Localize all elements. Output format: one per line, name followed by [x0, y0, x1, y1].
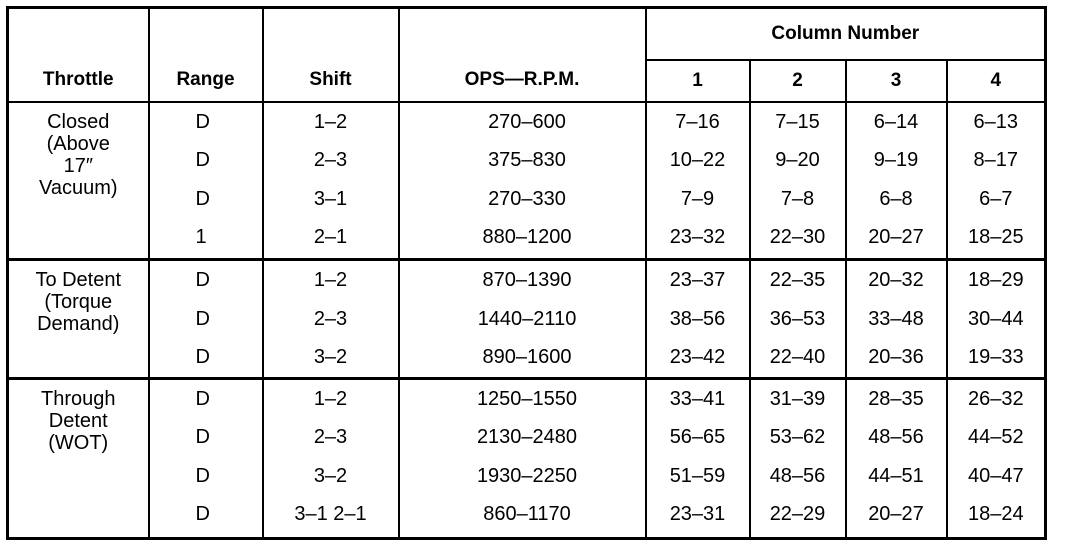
- column-4-stack: [948, 261, 1045, 377]
- header-shift: Shift: [263, 8, 399, 102]
- throttle-line: Vacuum): [38, 176, 118, 199]
- column-3-value: 44–51: [868, 464, 924, 487]
- ops-rpm-value: 375–830: [488, 149, 566, 171]
- shift-cell: [263, 260, 399, 379]
- range-value: D: [195, 110, 210, 133]
- column-4-value: 6–7: [979, 187, 1013, 210]
- table-row: [8, 260, 1046, 379]
- column-1-stack: [647, 380, 749, 534]
- column-3-stack: [847, 380, 946, 534]
- ops-rpm-value: 1930–2250: [476, 464, 578, 487]
- shift-value: 1–2: [313, 110, 348, 133]
- throttle-line: (Above: [46, 132, 110, 155]
- column-2-cell: [750, 378, 846, 538]
- table-row: [8, 102, 1046, 260]
- column-3-value: 48–56: [868, 426, 924, 448]
- column-4-value: 18–25: [967, 226, 1024, 248]
- header-column-4: 4: [947, 60, 1046, 102]
- column-3-value: 9–19: [873, 149, 919, 171]
- column-4-value: 18–24: [967, 503, 1024, 525]
- column-1-value: 33–41: [669, 387, 726, 410]
- column-4-value: 19–33: [967, 346, 1024, 368]
- header-throttle: Throttle: [8, 8, 149, 102]
- ops-rpm-cell: [399, 102, 646, 260]
- shift-cell: [263, 378, 399, 538]
- column-4-cell: [947, 102, 1046, 260]
- ops-rpm-value: 270–330: [488, 187, 566, 210]
- ops-rpm-value: 880–1200: [482, 226, 572, 248]
- throttle-line: Through: [41, 387, 116, 410]
- range-stack: [150, 261, 262, 377]
- header-column-number: Column Number: [646, 8, 1046, 60]
- shift-cell: [263, 102, 399, 260]
- column-1-value: 38–56: [669, 307, 726, 330]
- range-value: D: [195, 269, 210, 291]
- table-header: [8, 8, 1046, 102]
- column-4-value: 6–13: [973, 110, 1019, 133]
- shift-value: 3–1 2–1: [294, 503, 367, 525]
- column-3-value: 33–48: [868, 307, 924, 330]
- column-1-value: 7–9: [680, 187, 715, 210]
- column-3-cell: [846, 378, 947, 538]
- shift-value: 2–3: [313, 307, 348, 330]
- column-2-value: 22–30: [769, 226, 826, 248]
- column-1-cell: [646, 102, 750, 260]
- header-ops-rpm: OPS—R.P.M.: [399, 8, 646, 102]
- shift-value: 3–2: [313, 346, 348, 368]
- column-1-stack: [647, 103, 749, 257]
- shift-value: 1–2: [313, 269, 348, 291]
- table-row: [8, 378, 1046, 538]
- shift-value: 2–3: [313, 426, 348, 448]
- range-value: D: [195, 464, 210, 487]
- column-1-cell: [646, 378, 750, 538]
- shift-value: 3–2: [313, 464, 348, 487]
- column-4-value: 44–52: [967, 426, 1024, 448]
- ops-rpm-value: 270–600: [488, 110, 566, 133]
- column-1-stack: [647, 261, 749, 377]
- ops-rpm-stack: [400, 380, 645, 534]
- column-2-value: 31–39: [769, 387, 826, 410]
- ops-rpm-value: 890–1600: [482, 346, 572, 368]
- range-value: 1: [195, 226, 207, 248]
- column-3-value: 20–36: [868, 346, 924, 368]
- column-2-value: 36–53: [769, 307, 826, 330]
- column-1-cell: [646, 260, 750, 379]
- shift-value: 1–2: [313, 387, 348, 410]
- range-value: D: [195, 149, 210, 171]
- ops-rpm-value: 1250–1550: [476, 387, 578, 410]
- ops-rpm-value: 2130–2480: [476, 426, 578, 448]
- column-4-value: 26–32: [967, 387, 1024, 410]
- ops-rpm-cell: [399, 260, 646, 379]
- column-3-value: 28–35: [868, 387, 924, 410]
- column-1-value: 56–65: [669, 426, 726, 448]
- column-2-value: 48–56: [769, 464, 826, 487]
- column-4-cell: [947, 378, 1046, 538]
- range-cell: [149, 378, 263, 538]
- shift-stack: [264, 103, 398, 257]
- throttle-line: (WOT): [48, 431, 109, 454]
- header-column-3: 3: [846, 60, 947, 102]
- column-4-value: 18–29: [967, 269, 1024, 291]
- column-3-stack: [847, 103, 946, 257]
- column-1-value: 51–59: [669, 464, 726, 487]
- range-cell: [149, 260, 263, 379]
- column-1-value: 7–16: [675, 110, 720, 133]
- range-value: D: [195, 426, 210, 448]
- throttle-line: Detent: [48, 409, 108, 432]
- throttle-cell: [8, 260, 149, 379]
- column-3-value: 6–8: [879, 187, 913, 210]
- range-value: D: [195, 187, 210, 210]
- column-2-stack: [751, 380, 845, 534]
- shift-stack: [264, 380, 398, 534]
- column-1-value: 23–37: [669, 269, 726, 291]
- ops-rpm-value: 860–1170: [483, 503, 571, 525]
- column-4-stack: [948, 103, 1045, 257]
- range-stack: [150, 380, 262, 534]
- throttle-line: (Torque: [44, 291, 113, 313]
- throttle-line: 17″: [63, 154, 93, 177]
- range-cell: [149, 102, 263, 260]
- column-4-stack: [948, 380, 1045, 534]
- column-4-value: 40–47: [967, 464, 1024, 487]
- header-range: Range: [149, 8, 263, 102]
- throttle-line: Demand): [37, 313, 120, 335]
- column-2-cell: [750, 260, 846, 379]
- column-3-value: 6–14: [873, 110, 919, 133]
- ops-rpm-value: 1440–2110: [477, 307, 577, 330]
- shift-speed-table: [6, 6, 1047, 540]
- throttle-cell: [8, 102, 149, 260]
- shift-value: 3–1: [313, 187, 348, 210]
- column-3-cell: [846, 102, 947, 260]
- throttle-line: To Detent: [35, 269, 122, 291]
- throttle-line: Closed: [47, 110, 110, 133]
- column-2-stack: [751, 103, 845, 257]
- table-body: [8, 102, 1046, 539]
- header-column-2: 2: [750, 60, 846, 102]
- column-2-value: 22–35: [769, 269, 826, 291]
- column-2-value: 7–15: [775, 110, 820, 133]
- column-3-cell: [846, 260, 947, 379]
- column-4-cell: [947, 260, 1046, 379]
- column-2-value: 7–8: [780, 187, 815, 210]
- column-3-stack: [847, 261, 946, 377]
- column-2-value: 22–40: [769, 346, 826, 368]
- column-3-value: 20–27: [868, 503, 924, 525]
- range-value: D: [195, 346, 210, 368]
- column-4-value: 8–17: [973, 149, 1019, 171]
- column-1-value: 23–42: [669, 346, 726, 368]
- column-1-value: 10–22: [669, 149, 726, 171]
- range-value: D: [195, 387, 210, 410]
- column-1-value: 23–32: [669, 226, 726, 248]
- column-3-value: 20–27: [868, 226, 924, 248]
- ops-rpm-value: 870–1390: [482, 269, 572, 291]
- throttle-cell: [8, 378, 149, 538]
- ops-rpm-stack: [400, 103, 645, 257]
- column-2-stack: [751, 261, 845, 377]
- header-column-1: 1: [646, 60, 750, 102]
- column-2-value: 9–20: [775, 149, 820, 171]
- shift-value: 2–3: [313, 149, 348, 171]
- range-stack: [150, 103, 262, 257]
- column-2-value: 22–29: [769, 503, 826, 525]
- shift-stack: [264, 261, 398, 377]
- column-3-value: 20–32: [868, 269, 924, 291]
- ops-rpm-stack: [400, 261, 645, 377]
- column-4-value: 30–44: [967, 307, 1024, 330]
- shift-value: 2–1: [313, 226, 348, 248]
- column-1-value: 23–31: [669, 503, 726, 525]
- column-2-cell: [750, 102, 846, 260]
- range-value: D: [195, 307, 210, 330]
- range-value: D: [195, 503, 210, 525]
- column-2-value: 53–62: [769, 426, 826, 448]
- ops-rpm-cell: [399, 378, 646, 538]
